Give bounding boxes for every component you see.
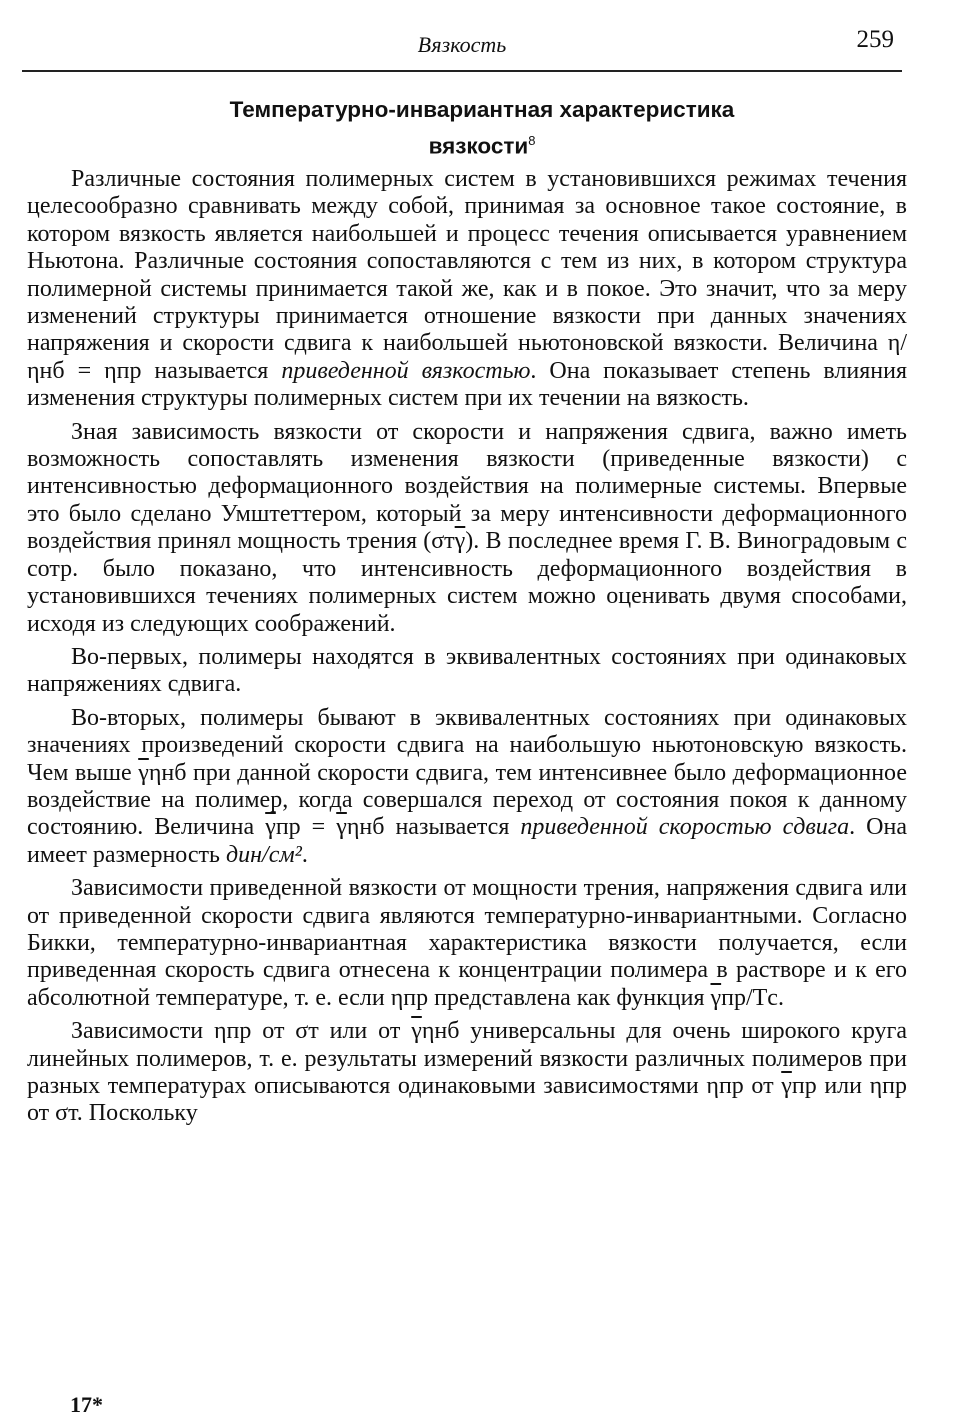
paragraph-3: Во-первых, полимеры находятся в эквивалентных состояниях при одинаковых напряжениях сдвига. xyxy=(27,643,907,698)
p1-emphasis: приведенной вязкостью xyxy=(281,357,531,384)
section-title-line1: Температурно-инвариантная характеристика xyxy=(229,97,735,122)
p4-text-c: пр = xyxy=(275,814,337,841)
p6-gamma-dot-1: $\overline{\gamma}$ xyxy=(411,1018,422,1045)
p1-text-a: Различные состояния полимерных систем в установившихся режимах течения целесообразно сравнивать между собой, принимая за основное такое состояние, в котором вязкость является наибольшей и процесс течения описывается уравнением Ньютона. Различные состояния сопоставляются с тем из них, в котором структура полимерной системы принимается такой же, как и в покое. Это значит, что за меру изменений структуры принимается отношение вязкости при данных значениях напряжения и скорости сдвига к наибольшей ньютоновской вязкости. Величина η/ηнб = ηпр называется xyxy=(27,166,907,384)
signature-mark: 17* xyxy=(70,1392,103,1417)
p4-text-b: ηнб при данной скорости сдвига, тем интенсивнее было деформационное воздействие на полимер, когда совершался переход от состояния покоя к данному состоянию. Величина xyxy=(27,759,908,841)
section-title xyxy=(0,94,964,162)
p5-text-b: пр/Tс. xyxy=(721,984,784,1011)
paragraph-1 xyxy=(27,166,907,413)
p6-text-a: Зависимости ηпр от σт или от xyxy=(71,1018,412,1045)
paragraph-2 xyxy=(27,419,907,638)
p4-emphasis-1: приведенной скоростью сдвига xyxy=(520,814,850,841)
paragraph-6 xyxy=(27,1018,907,1128)
p4-text-a: Во-вторых, полимеры бывают в эквивалентных состояниях при одинаковых значениях произведений скорости сдвига на наибольшую ньютоновскую вязкость. Чем выше xyxy=(27,704,907,786)
p6-gamma-dot-2: $\overline{\gamma}$ xyxy=(781,1073,792,1099)
p2-text-a: Зная зависимость вязкости от скорости и напряжения сдвига, важно иметь возможность сопоставлять изменения вязкости (приведенные вязкости) с интенсивностью деформационного воздействия на полимерные системы. Впервые это было сделано Умштеттером, который за меру интенсивности деформационного воздействия принял мощность трения (σт xyxy=(27,418,907,555)
paragraph-5 xyxy=(27,875,907,1012)
p4-text-e: . Она имеет размерность xyxy=(27,814,907,868)
p5-text-a: Зависимости приведенной вязкости от мощности трения, напряжения сдвига или от приведенной скорости сдвига являются температурно-инвариантными. Согласно Бикки, температурно-инвариантная характеристика вязкости получается, если приведенная скорость сдвига отнесена к концентрации полимера в растворе и к его абсолютной температуре, т. е. если ηпр представлена как функция xyxy=(27,875,907,1011)
body-text xyxy=(27,166,907,1128)
p5-gamma-dot: $\overline{\gamma}$ xyxy=(710,984,722,1011)
running-header xyxy=(22,20,902,72)
section-title-line2 xyxy=(0,125,964,162)
p4-gamma-dot-1: $\overline{\gamma}$ xyxy=(138,759,149,786)
running-title: Вязкость xyxy=(417,32,507,57)
p1-text-b: . Она показывает степень влияния изменения структуры полимерных систем при их течении на вязкость. xyxy=(27,357,908,412)
section-title-line2-text: вязкости xyxy=(428,133,529,159)
p6-text-c: пр или ηпр от σт. Поскольку xyxy=(27,1073,907,1127)
p4-text-d: ηнб называется xyxy=(346,814,521,841)
p2-text-b: ). В последнее время Г. В. Виноградовым с сотр. было показано, что интенсивность деформационного воздействия в установившихся течениях полимерных систем можно оценивать двумя способами, исходя из следующих соображений. xyxy=(27,528,907,637)
p4-text-f: . xyxy=(301,841,308,868)
page-number: 259 xyxy=(856,26,894,53)
p2-gamma-dot: $\overline{\gamma}$ xyxy=(454,528,466,555)
paragraph-4 xyxy=(27,705,907,869)
p4-gamma-dot-2: $\overline{\gamma}$ xyxy=(265,814,276,841)
footnote-ref: 8 xyxy=(528,133,536,148)
p6-text-b: ηнб универсальны для очень широкого круга линейных полимеров, т. е. результаты измерений вязкости различных полимеров при разных температурах описываются одинаковыми зависимостями ηпр от xyxy=(27,1018,907,1099)
p4-gamma-dot-3: $\overline{\gamma}$ xyxy=(336,814,347,841)
p4-emphasis-2: дин/см² xyxy=(225,841,302,868)
